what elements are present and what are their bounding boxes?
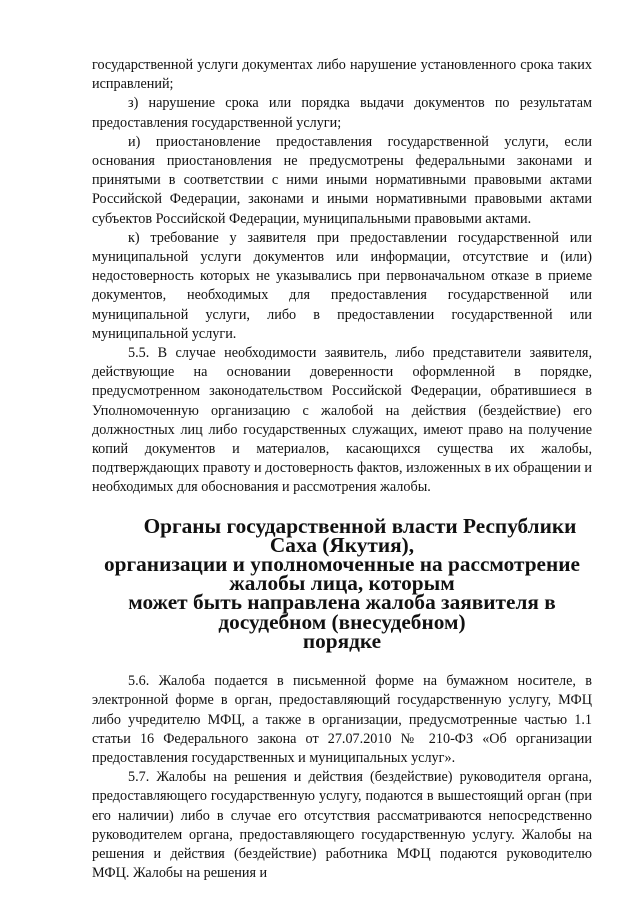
paragraph-z: з) нарушение срока или порядка выдачи документов по результатам предоставления государственной услуги; [92, 95, 592, 131]
heading-line: Органы государственной власти Республики Саха (Якутия), [143, 513, 577, 557]
section-heading [92, 513, 592, 653]
document-page [92, 56, 592, 883]
paragraph-5-5: 5.5. В случае необходимости заявитель, либо представители заявителя, действующие на основании доверенности оформленной в порядке, предусмотренном законодательством Российской Федерации, обратившиеся в Уполномоченную организацию с жалобой на действия (бездействие) его должностных лиц либо государственных служащих, имеют право на получение копий документов и материалов, касающихся существа их жалобы, подтверждающих правоту и достоверность фактов, изложенных в их обращении и необходимых для обоснования и рассмотрения жалобы. [92, 345, 592, 496]
body-text-section-top [92, 56, 592, 498]
heading-line: порядке [302, 628, 382, 653]
paragraph-5-6: 5.6. Жалоба подается в письменной форме на бумажном носителе, в электронной форме в орган, предоставляющий государственную услугу, МФЦ либо учредителю МФЦ, а также в организации, предусмотренные частью 1.1 статьи 16 Федерального закона от 27.07.2010 № 210-ФЗ «Об организации предоставления государственных и муниципальных услуг». [92, 673, 592, 766]
heading-line: может быть направлена жалоба заявителя в досудебном (внесудебном) [128, 590, 556, 634]
paragraph-5-7: 5.7. Жалобы на решения и действия (бездействие) руководителя органа, предоставляющего государственную услугу, подаются в вышестоящий орган (при его наличии) либо в случае его отсутствия рассматриваются непосредственно руководителем органа, предоставляющего государственную услугу. Жалобы на решения и действия (бездействие) работника МФЦ подаются руководителю МФЦ. Жалобы на решения и [92, 769, 592, 882]
heading-line: организации и уполномоченные на рассмотрение жалобы лица, которым [103, 552, 581, 596]
body-text-section-bottom [92, 672, 592, 883]
paragraph-i: и) приостановление предоставления государственной услуги, если основания приостановления не предусмотрены федеральными законами и принятыми в соответствии с ними иными нормативными правовыми актами Российской Федерации, законами и иными нормативными правовыми актами субъектов Российской Федерации, муниципальными правовыми актами. [92, 133, 592, 227]
paragraph-cont: государственной услуги документах либо нарушение установленного срока таких исправлений; [92, 57, 592, 93]
paragraph-k: к) требование у заявителя при предоставлении государственной или муниципальной услуги документов или информации, отсутствие и (или) недостоверность которых не указывались при первоначальном отказе в приеме документов, необходимых для предоставления государственной или муниципальной услуги, либо в предоставлении государственной или муниципальной услуги. [92, 229, 592, 342]
